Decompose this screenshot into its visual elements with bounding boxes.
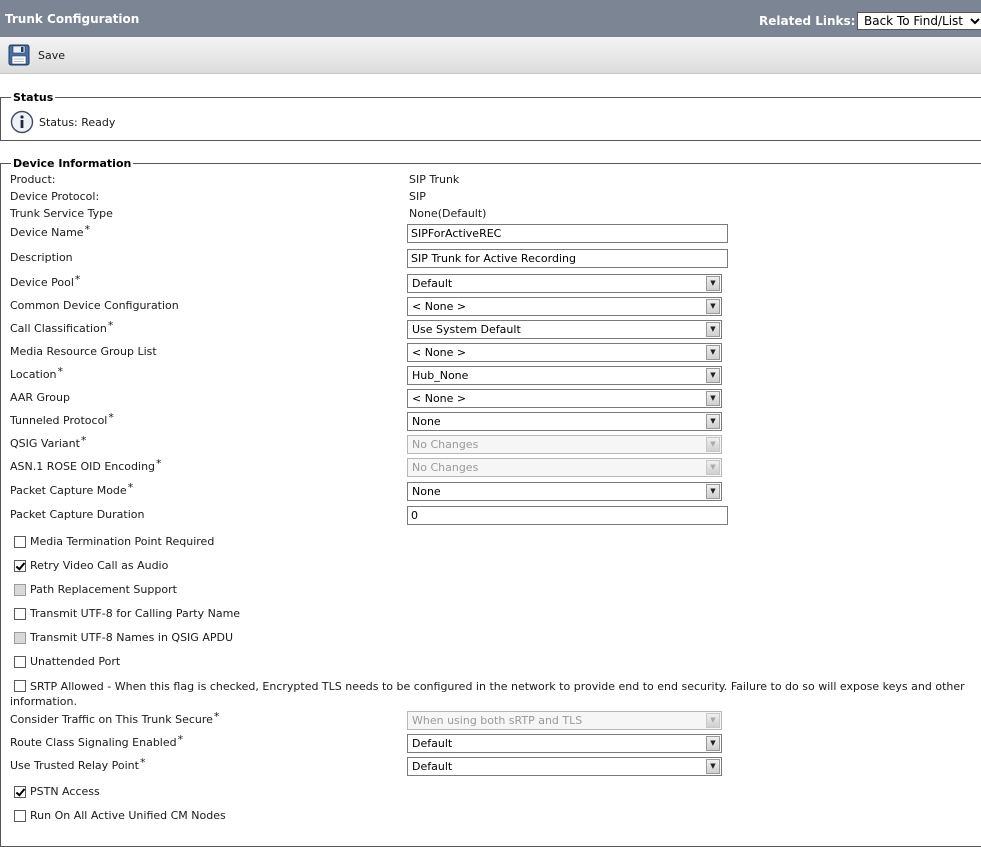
retry-video-label: Retry Video Call as Audio [30, 559, 169, 572]
chevron-down-icon[interactable]: ▼ [706, 322, 720, 337]
retry-video-checkbox[interactable] [14, 560, 26, 572]
route-class-value: Default [412, 737, 453, 750]
unattended-port-checkbox[interactable] [14, 656, 26, 668]
unattended-port-checkbox-row[interactable] [14, 655, 120, 668]
floppy-disk-icon [8, 44, 30, 66]
mrgl-value: < None > [412, 346, 467, 359]
common-device-config-select[interactable] [407, 297, 722, 316]
protocol-value: SIP [409, 190, 426, 203]
mrgl-row [0, 343, 981, 363]
mrgl-label: Media Resource Group List [10, 345, 157, 358]
related-links-label: Related Links: [759, 14, 856, 28]
device-information-legend: Device Information [13, 157, 132, 170]
device-pool-select[interactable] [407, 274, 722, 293]
device-name-row [0, 224, 981, 244]
service-type-value: None(Default) [409, 207, 487, 220]
route-class-row [0, 734, 981, 754]
qsig-variant-select [407, 435, 722, 454]
chevron-down-icon[interactable]: ▼ [706, 736, 720, 751]
required-mark: * [156, 457, 162, 470]
qsig-variant-row [0, 435, 981, 455]
trunk-secure-label: Consider Traffic on This Trunk Secure [10, 713, 213, 726]
packet-capture-duration-label: Packet Capture Duration [10, 508, 145, 521]
required-mark: * [57, 365, 64, 378]
device-name-label: Device Name [10, 226, 84, 239]
required-mark: * [127, 481, 134, 494]
device-pool-label: Device Pool [10, 276, 74, 289]
location-row [0, 366, 981, 386]
packet-capture-duration-input[interactable] [407, 506, 728, 525]
trusted-relay-select[interactable] [407, 757, 722, 776]
trunk-secure-value: When using both sRTP and TLS [412, 714, 583, 727]
utf8-qsig-checkbox [14, 632, 26, 644]
chevron-down-icon: ▼ [706, 713, 720, 728]
path-replacement-label: Path Replacement Support [30, 583, 177, 596]
tunneled-protocol-label: Tunneled Protocol [10, 414, 108, 427]
tunneled-protocol-value: None [412, 415, 441, 428]
description-row [0, 249, 981, 269]
info-icon [10, 110, 34, 134]
mtp-required-label: Media Termination Point Required [30, 535, 215, 548]
common-device-config-row [0, 297, 981, 317]
save-button[interactable] [8, 43, 65, 67]
aar-group-label: AAR Group [10, 391, 70, 404]
utf8-calling-party-checkbox[interactable] [14, 608, 26, 620]
run-all-nodes-checkbox-row[interactable] [14, 809, 226, 822]
device-pool-row [0, 274, 981, 294]
aar-group-select[interactable] [407, 389, 722, 408]
toolbar [0, 37, 981, 74]
packet-capture-mode-row [0, 482, 981, 502]
location-label: Location [10, 368, 57, 381]
common-device-config-label: Common Device Configuration [10, 299, 179, 312]
mrgl-select[interactable] [407, 343, 722, 362]
common-device-config-value: < None > [412, 300, 467, 313]
utf8-calling-party-checkbox-row[interactable] [14, 607, 240, 620]
call-classification-value: Use System Default [412, 323, 521, 336]
retry-video-checkbox-row[interactable] [14, 559, 168, 572]
required-mark: * [74, 273, 81, 286]
aar-group-row [0, 389, 981, 409]
title-bar [0, 0, 981, 37]
description-input[interactable] [407, 249, 728, 268]
required-mark: * [84, 223, 91, 236]
chevron-down-icon[interactable]: ▼ [706, 276, 720, 291]
required-mark: * [108, 411, 114, 424]
trusted-relay-row [0, 757, 981, 777]
trusted-relay-label: Use Trusted Relay Point [10, 759, 139, 772]
pstn-access-checkbox-row[interactable] [14, 785, 100, 798]
asn-rose-select [407, 458, 722, 477]
packet-capture-duration-row [0, 506, 981, 526]
pstn-access-label: PSTN Access [30, 785, 100, 798]
service-type-row [0, 205, 981, 225]
product-label: Product: [10, 173, 56, 186]
trunk-secure-select [407, 711, 722, 730]
pstn-access-checkbox[interactable] [14, 786, 26, 798]
chevron-down-icon[interactable]: ▼ [706, 759, 720, 774]
page-title: Trunk Configuration [5, 12, 140, 26]
chevron-down-icon[interactable]: ▼ [706, 345, 720, 360]
related-links-select[interactable] [857, 12, 981, 30]
device-pool-value: Default [412, 277, 453, 290]
chevron-down-icon: ▼ [706, 437, 720, 452]
qsig-variant-value: No Changes [412, 438, 479, 451]
required-mark: * [177, 733, 184, 746]
asn-rose-label: ASN.1 ROSE OID Encoding [10, 460, 156, 473]
location-value: Hub_None [412, 369, 469, 382]
asn-rose-value: No Changes [412, 461, 479, 474]
srtp-allowed-label: SRTP Allowed - When this flag is checked, Encrypted TLS needs to be configured in the network to provide end to end security. Failure to do so will expose keys and other information. [10, 680, 965, 708]
status-legend: Status [13, 91, 54, 104]
chevron-down-icon[interactable]: ▼ [706, 414, 720, 429]
save-label: Save [38, 48, 66, 62]
location-select[interactable] [407, 366, 722, 385]
product-value: SIP Trunk [409, 173, 460, 186]
tunneled-protocol-row [0, 412, 981, 432]
chevron-down-icon[interactable]: ▼ [706, 299, 720, 314]
path-replacement-checkbox-row [14, 583, 177, 596]
route-class-label: Route Class Signaling Enabled [10, 736, 177, 749]
call-classification-select[interactable] [407, 320, 722, 339]
required-mark: * [139, 756, 146, 769]
trunk-secure-row [0, 711, 981, 731]
packet-capture-mode-value: None [412, 485, 441, 498]
required-mark: * [213, 710, 220, 723]
utf8-qsig-checkbox-row [14, 631, 233, 644]
device-name-input[interactable] [407, 224, 728, 243]
tunneled-protocol-select[interactable] [407, 412, 722, 431]
qsig-variant-label: QSIG Variant [10, 437, 80, 450]
chevron-down-icon[interactable]: ▼ [706, 391, 720, 406]
chevron-down-icon: ▼ [706, 460, 720, 475]
call-classification-row [0, 320, 981, 340]
status-section [0, 91, 981, 141]
run-all-nodes-checkbox[interactable] [14, 810, 26, 822]
unattended-port-label: Unattended Port [30, 655, 121, 668]
packet-capture-mode-select[interactable] [407, 482, 722, 501]
service-type-label: Trunk Service Type [10, 207, 113, 220]
packet-capture-mode-label: Packet Capture Mode [10, 484, 127, 497]
mtp-required-checkbox-row[interactable] [14, 535, 214, 548]
required-mark: * [107, 319, 114, 332]
status-row [10, 110, 115, 134]
aar-group-value: < None > [412, 392, 467, 405]
asn-rose-row [0, 458, 981, 478]
mtp-required-checkbox[interactable] [14, 536, 26, 548]
call-classification-label: Call Classification [10, 322, 107, 335]
utf8-qsig-label: Transmit UTF-8 Names in QSIG APDU [30, 631, 234, 644]
run-all-nodes-label: Run On All Active Unified CM Nodes [30, 809, 226, 822]
srtp-allowed-checkbox[interactable] [14, 680, 26, 692]
description-label: Description [10, 251, 73, 264]
required-mark: * [80, 434, 87, 447]
protocol-label: Device Protocol: [10, 190, 100, 203]
srtp-allowed-checkbox-row[interactable] [10, 679, 978, 709]
trusted-relay-value: Default [412, 760, 453, 773]
chevron-down-icon[interactable]: ▼ [706, 484, 720, 499]
chevron-down-icon[interactable]: ▼ [706, 368, 720, 383]
utf8-calling-party-label: Transmit UTF-8 for Calling Party Name [30, 607, 241, 620]
status-text: Status: Ready [39, 115, 116, 129]
route-class-select[interactable] [407, 734, 722, 753]
path-replacement-checkbox [14, 584, 26, 596]
